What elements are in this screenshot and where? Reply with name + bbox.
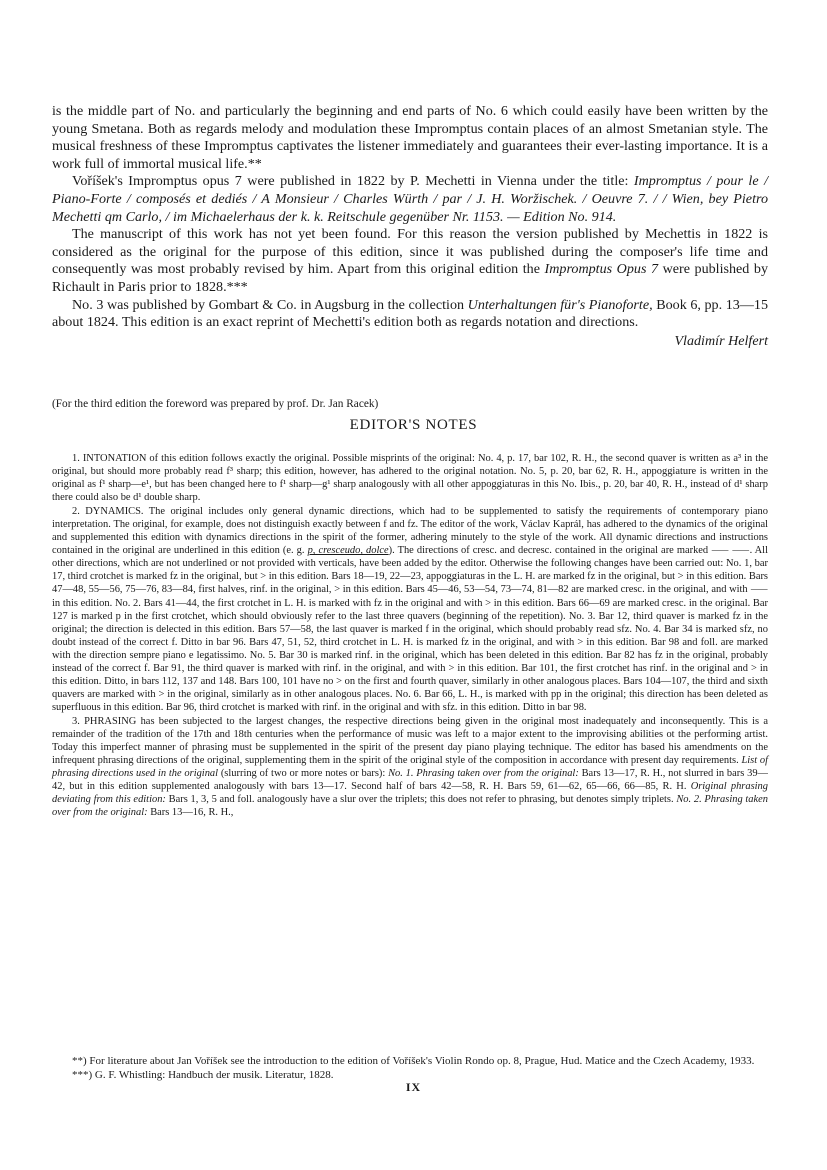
- foreword-paragraph-4: [52, 297, 768, 332]
- editors-notes-heading: EDITOR'S NOTES: [349, 417, 478, 433]
- note-phrasing-list-label: List of phrasing directions used in the original: [52, 755, 768, 780]
- note-dynamics: [52, 505, 768, 714]
- note-phrasing-no2: No. 2. Phrasing taken over from the original:: [52, 794, 769, 819]
- page-number: IX: [405, 1080, 422, 1094]
- footnote-whistling: ***) G. F. Whistling: Handbuch der musik. Literatur, 1828.: [72, 1069, 334, 1082]
- foreword-signature: Vladimír Helfert: [674, 332, 768, 349]
- foreword-signature-line: [52, 333, 768, 351]
- note-phrasing: [52, 715, 768, 819]
- note-phrasing-text-2: (slurring of two or more notes or bars):: [218, 768, 389, 780]
- note-dynamics-text-b: ). The directions of cresc. and decresc. contained in the original are marked ⸺ ⸺. All other directions, which are not underlined or not provided with verticals, have been added by the editor. Otherwise the following changes have been carried out: No. 1, bar 17, third crotchet is marked fz in the original, but > in this edition. Bars 18—19, 22—23, appoggiaturas in the L. H. are marked fz in the original, but > in this edition. Bars 47—48, 55—56, 75—76, 83—84, first halves, rinf. in the original, > in this edition. Bars 45—46, 53—54, 73—74, 81—82 are marked cresc. in the original, and with ⸺ in this edition. No. 2. Bars 41—44, the first crotchet in L. H. is marked with fz in the original and with > in this edition. Bars 66—69 are marked cresc. in the original. Bar 127 is marked p in the first crotchet, which should obviously refer to the last three quavers (beginning of the repetition). No. 3. Bar 12, third quaver is marked fz in the original; the direction is delected in this edition. Bars 57—58, the last quaver is marked f in the original, which should probably read sfz. No. 4. Bar 34 is marked sfz, no doubt instead of the correct f. Ditto in bar 96. Bars 47, 51, 52, third crotchet in L. H. is marked fz in the original, and with > in this edition. Bar 98 and foll. are marked with the direction sempre piano e legatissimo. No. 5. Bar 30 is marked rinf. in the original, which has been deleted in this edition. Bar 82 has fz in the original, probably instead of the correct f. Bar 91, the third quaver is marked with rinf. in the original, and with > in this edition. Bar 101, the first crotchet has rinf. in the original and > in this edition. Ditto, in bars 112, 137 and 148. Bars 100, 101 have no > on the first and fourth quaver, similarly in other analogous places. Bars 104—107, the third and sixth quavers are marked with > in the original, similarly as in other analogous places. No. 6. Bar 66, L. H., is marked with pp in the original; this direction has been deleted as superfluous in this edition. Bar 96, third crotchet is marked with rinf. in the original and with sfz. in this edition. Ditto in bar 98.: [52, 545, 768, 713]
- foreword-p3-italic: Impromptus Opus 7: [544, 261, 659, 278]
- third-edition-note: (For the third edition the foreword was prepared by prof. Dr. Jan Racek): [52, 398, 379, 410]
- foreword-p4-text-a: No. 3 was published by Gombart & Co. in Augsburg in the collection: [72, 296, 468, 313]
- note-dynamics-text-a: 2. DYNAMICS. The original includes only general dynamic directions, which had to be supplemented to satisfy the requirements of contemporary piano interpretation. The original, for example, does not distinguish exactly between f and fz. The editor of the work, Václav Kaprál, has adhered to the dynamics of the original and supplemented this edition with dynamics directions in the spirit of the former, adhering minutely to the style of the work. All dynamic directions and instructions contained in the original are underlined in this edition (e. g.: [52, 506, 768, 557]
- foreword-paragraph-1: is the middle part of No. and particularly the beginning and end parts of No. 6 which could easily have been written by the young Smetana. Both as regards melody and modulation these Impromptus contain places of an almost Smetanian style. The musical freshness of these Impromptus captivates the listener immediately and guarantees their ever-lasting importance. It is a work full of immortal musical life.**: [52, 103, 768, 172]
- foreword-paragraph-2: [52, 173, 768, 226]
- note-phrasing-text-4: Bars 1, 3, 5 and foll. analogously have a slur over the triplets; this does not refer to phrasing, but denotes simply triplets.: [165, 794, 677, 806]
- note-phrasing-text-1: 3. PHRASING has been subjected to the largest changes, the respective directions being given in the original most inadequately and inconsequently. This is a remainder of the tradition of the 17th and 18th centuries when the performance of music was left to a major extent to the improvising abilities ot the performing artist. Today this imperfect manner of phrasing must be supplemented in the spirit of the present day piano playing technique. The editor has based his amendments on the infrequent phrasing directions of the original, supplementing them in the spirit of the original style of the composition in accordance with present day requirements.: [52, 715, 768, 767]
- foreword-paragraph-3: [52, 226, 768, 296]
- note-phrasing-text-3: Bars 13—17, R. H., not slurred in bars 39—42, but in this edition supplemented analogously with bars 13—17. Second half of bars 42—58, R. H. Bars 59, 61—62, 65—66, 66—85, R. H.: [52, 768, 768, 793]
- note-phrasing-no1: No. 1. Phrasing taken over from the original:: [388, 768, 579, 780]
- footnote-literature: **) For literature about Jan Voříšek see the introduction to the edition of Voříšek's Violin Rondo op. 8, Prague, Hud. Matice and the Czech Academy, 1933.: [72, 1055, 755, 1067]
- foreword-p3-text-b: were published by Richault in Paris prior to 1828.***: [52, 261, 768, 295]
- foreword: [52, 103, 768, 350]
- foreword-p4-italic: Unterhaltungen für's Pianoforte,: [467, 296, 653, 313]
- editors-notes: [52, 452, 768, 820]
- foreword-p4-text-b: Book 6, pp. 13—15 about 1824. This edition is an exact reprint of Mechetti's edition both as regards notation and directions.: [52, 296, 768, 331]
- note-phrasing-deviating: Original phrasing deviating from this edition:: [52, 781, 768, 806]
- foreword-p2-title: Impromptus / pour le / Piano-Forte / composés et dediés / A Monsieur / Charles Würth / par / J. H. Woržischek. / Oeuvre 7. / / Wien, bey Pietro Mechetti qm Carlo, / im Michaelerhaus der k. k. Reitschule gegenüber Nr. 1153. — Edition No. 914.: [52, 173, 768, 225]
- foreword-p2-text: Voříšek's Impromptus opus 7 were published in 1822 by P. Mechetti in Vienna under the title:: [72, 173, 634, 190]
- note-dynamics-example: p, cresceudo, dolce: [307, 545, 389, 557]
- note-intonation: 1. INTONATION of this edition follows exactly the original. Possible misprints of the original: No. 4, p. 17, bar 102, R. H., the second quaver is written as a³ in the original, but should more probably read f³ sharp; this edition, however, has adhered to the original notation. No. 5, p. 20, bar 62, R. H., appoggiature is written in the original as f¹ sharp—e¹, but has been changed here to f¹ sharp—g¹ sharp analogously with all other appoggiaturas in this No. Ibis., p. 20, bar 40, R. H., instead of d¹ sharp there could also be d¹ double sharp.: [52, 453, 768, 504]
- foreword-p3-text-a: The manuscript of this work has not yet been found. For this reason the version published by Mechettis in 1822 is considered as the original for the purpose of this edition, since it was published during the composer's life time and consequently was most probably revised by him. Apart from this original edition the: [52, 226, 768, 278]
- note-phrasing-text-5: Bars 13—16, R. H.,: [147, 807, 234, 819]
